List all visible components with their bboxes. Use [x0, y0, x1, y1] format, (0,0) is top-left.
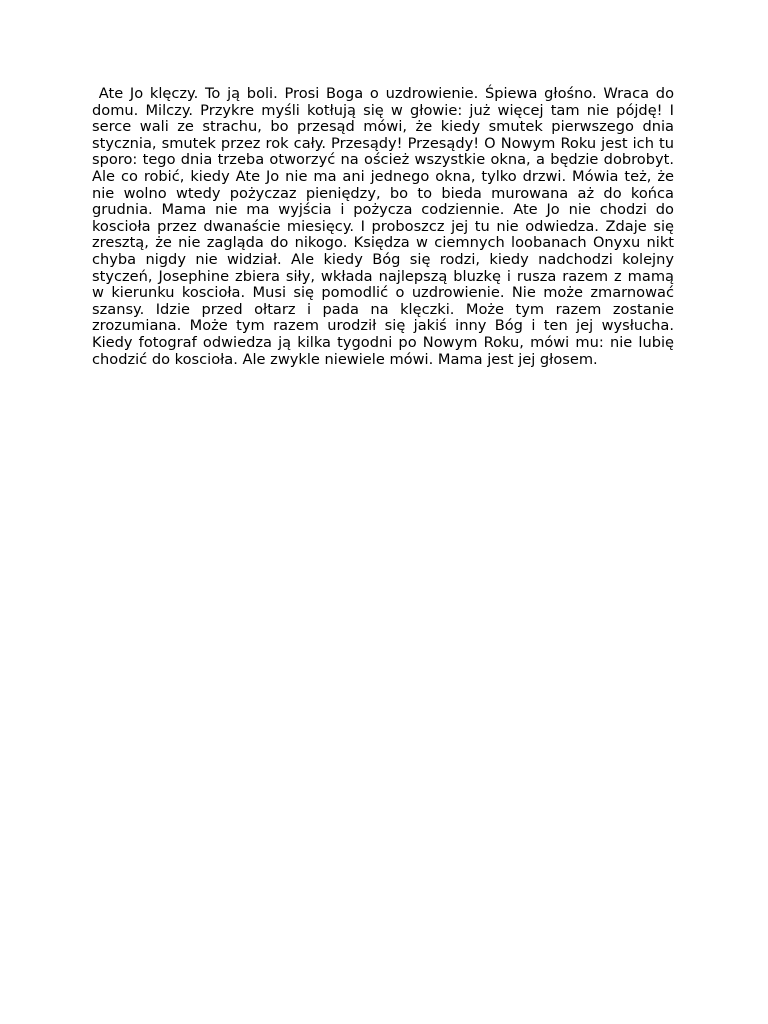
body-paragraph: Ate Jo klęczy. To ją boli. Prosi Boga o uzdrowienie. Śpiewa głośno. Wraca do domu. Milczy. Przykre myśli kotłują się w głowie: już więcej tam nie pójdę! I serce wali ze strachu, bo przesąd mówi, że kiedy smutek pierwszego dnia stycznia, smutek przez rok cały. Przesądy! Przesądy! O Nowym Roku jest ich tu sporo: tego dnia trzeba otworzyć na oścież wszystkie okna, a będzie dobrobyt. Ale co robić, kiedy Ate Jo nie ma ani jednego okna, tylko drzwi. Mówia też, że nie wolno wtedy pożyczaz pieniędzy, bo to bieda murowana aż do końca grudnia. Mama nie ma wyjścia i pożycza codziennie. Ate Jo nie chodzi do koscioła przez dwanaście miesięcy. I proboszcz jej tu nie odwiedza. Zdaje się zresztą, że nie zagląda do nikogo. Księdza w ciemnych loobanach Onyxu nikt chyba nigdy nie widział. Ale kiedy Bóg się rodzi, kiedy nadchodzi kolejny styczeń, Josephine zbiera siły, wkłada najlepszą bluzkę i rusza razem z mamą w kierunku koscioła. Musi się pomodlić o uzdrowienie. Nie może zmarnować szansy. Idzie przed ołtarz i pada na klęczki. Może tym razem zostanie zrozumiana. Może tym razem urodził się jakiś inny Bóg i ten jej wysłucha. Kiedy fotograf odwiedza ją kilka tygodni po Nowym Roku, mówi mu: nie lubię chodzić do koscioła. Ale zwykle niewiele mówi. Mama jest jej głosem. — [92, 85, 679, 368]
